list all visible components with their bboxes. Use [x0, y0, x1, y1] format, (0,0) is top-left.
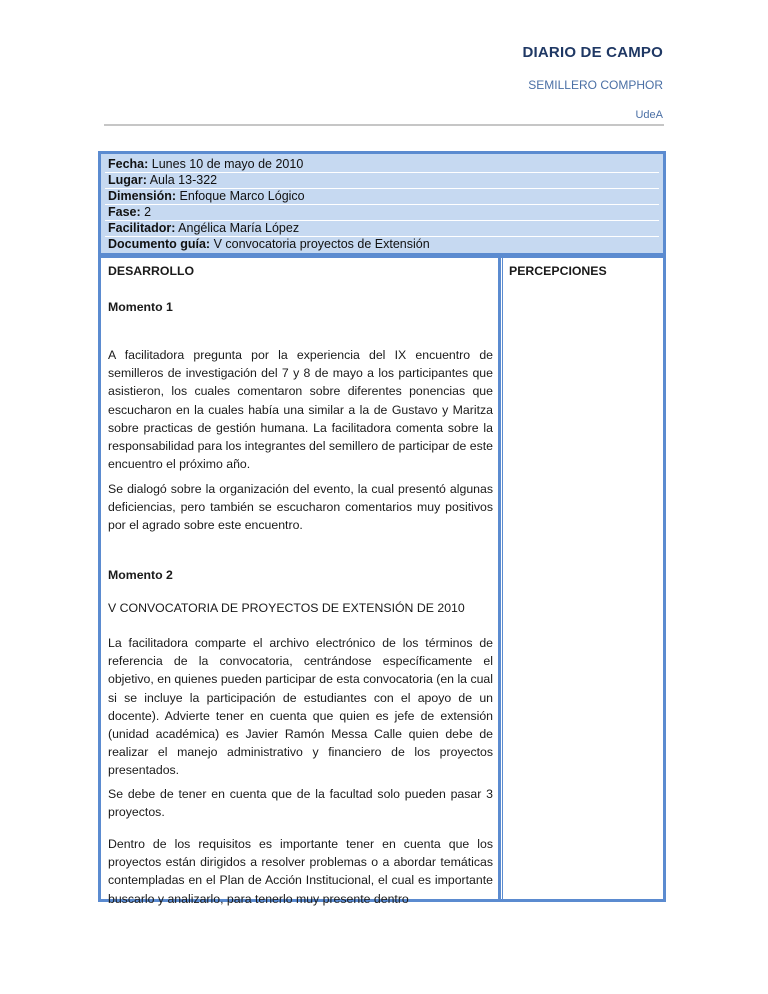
facilitador-label: Facilitador: [108, 221, 176, 235]
facilitador-row [108, 221, 299, 236]
document-subtitle: SEMILLERO COMPHOR [528, 78, 663, 92]
momento-2-paragraph-3: Dentro de los requisitos es importante tener en cuenta que los proyectos están dirigidos a resolver problemas o a abordar temáticas contempladas en el Plan de Acción Institucional, el cual es importante buscarlo y analizarlo, para tenerlo muy presente dentro [108, 837, 493, 906]
momento-2-paragraph-2: Se debe de tener en cuenta que de la facultad solo pueden pasar 3 proyectos. [108, 787, 493, 820]
percepciones-header: PERCEPCIONES [509, 264, 607, 278]
fase-value: 2 [144, 205, 152, 219]
lugar-row [108, 173, 217, 188]
fecha-label: Fecha: [108, 157, 149, 171]
momento-2-heading: Momento 2 [108, 568, 173, 582]
fecha-value: Lunes 10 de mayo de 2010 [151, 157, 304, 171]
column-divider-inner [502, 258, 503, 899]
row-divider [105, 204, 659, 205]
facilitador-value: Angélica María López [178, 221, 300, 235]
fase-label: Fase: [108, 205, 141, 219]
desarrollo-header: DESARROLLO [108, 264, 195, 278]
organization-name: UdeA [635, 109, 663, 121]
lugar-value: Aula 13-322 [149, 173, 218, 187]
momento-2-paragraph-1: La facilitadora comparte el archivo electrónico de los términos de referencia de la convocatoria, centrándose específicamente el objetivo, en quienes pueden participar de esta convocatoria (en la cual si se incluye la participación de estudiantes con el apoyo de un docente). Advierte tener en cuenta que quien es jefe de extensión (unidad académica) es Javier Ramón Messa Calle quien debe de realizar el manejo administrativo y financiero de los proyectos presentados. [108, 636, 493, 778]
header-divider [104, 124, 664, 126]
fase-row [108, 205, 151, 220]
documento-value: V convocatoria proyectos de Extensión [213, 237, 430, 251]
dimension-label: Dimensión: [108, 189, 177, 203]
document-title: DIARIO DE CAMPO [522, 44, 663, 61]
convocatoria-title: V CONVOCATORIA DE PROYECTOS DE EXTENSIÓN DE 2010 [108, 601, 465, 615]
dimension-value: Enfoque Marco Lógico [179, 189, 305, 203]
documento-label: Documento guía: [108, 237, 211, 251]
dimension-row [108, 189, 305, 204]
lugar-label: Lugar: [108, 173, 147, 187]
field-notes-table [98, 255, 666, 906]
momento-1-paragraph-2: Se dialogó sobre la organización del evento, la cual presentó algunas deficiencias, pero también se escucharon comentarios muy positivos por el agrado sobre este encuentro. [108, 482, 493, 533]
fecha-row [108, 157, 303, 172]
momento-1-paragraph-1: A facilitadora pregunta por la experiencia del IX encuentro de semilleros de investigación del 7 y 8 de mayo a los participantes que asistieron, los cuales comentaron sobre diferentes ponencias que escucharon en la cuales había una similar a la de Gustavo y Maritza sobre practicas de gestión humana. La facilitadora comenta sobre la responsabilidad para los integrantes del semillero de participar de este encuentro el próximo año. [108, 348, 493, 472]
momento-1-heading: Momento 1 [108, 300, 173, 314]
session-info-table [98, 151, 666, 256]
documento-row [108, 237, 430, 252]
column-divider [498, 258, 501, 899]
